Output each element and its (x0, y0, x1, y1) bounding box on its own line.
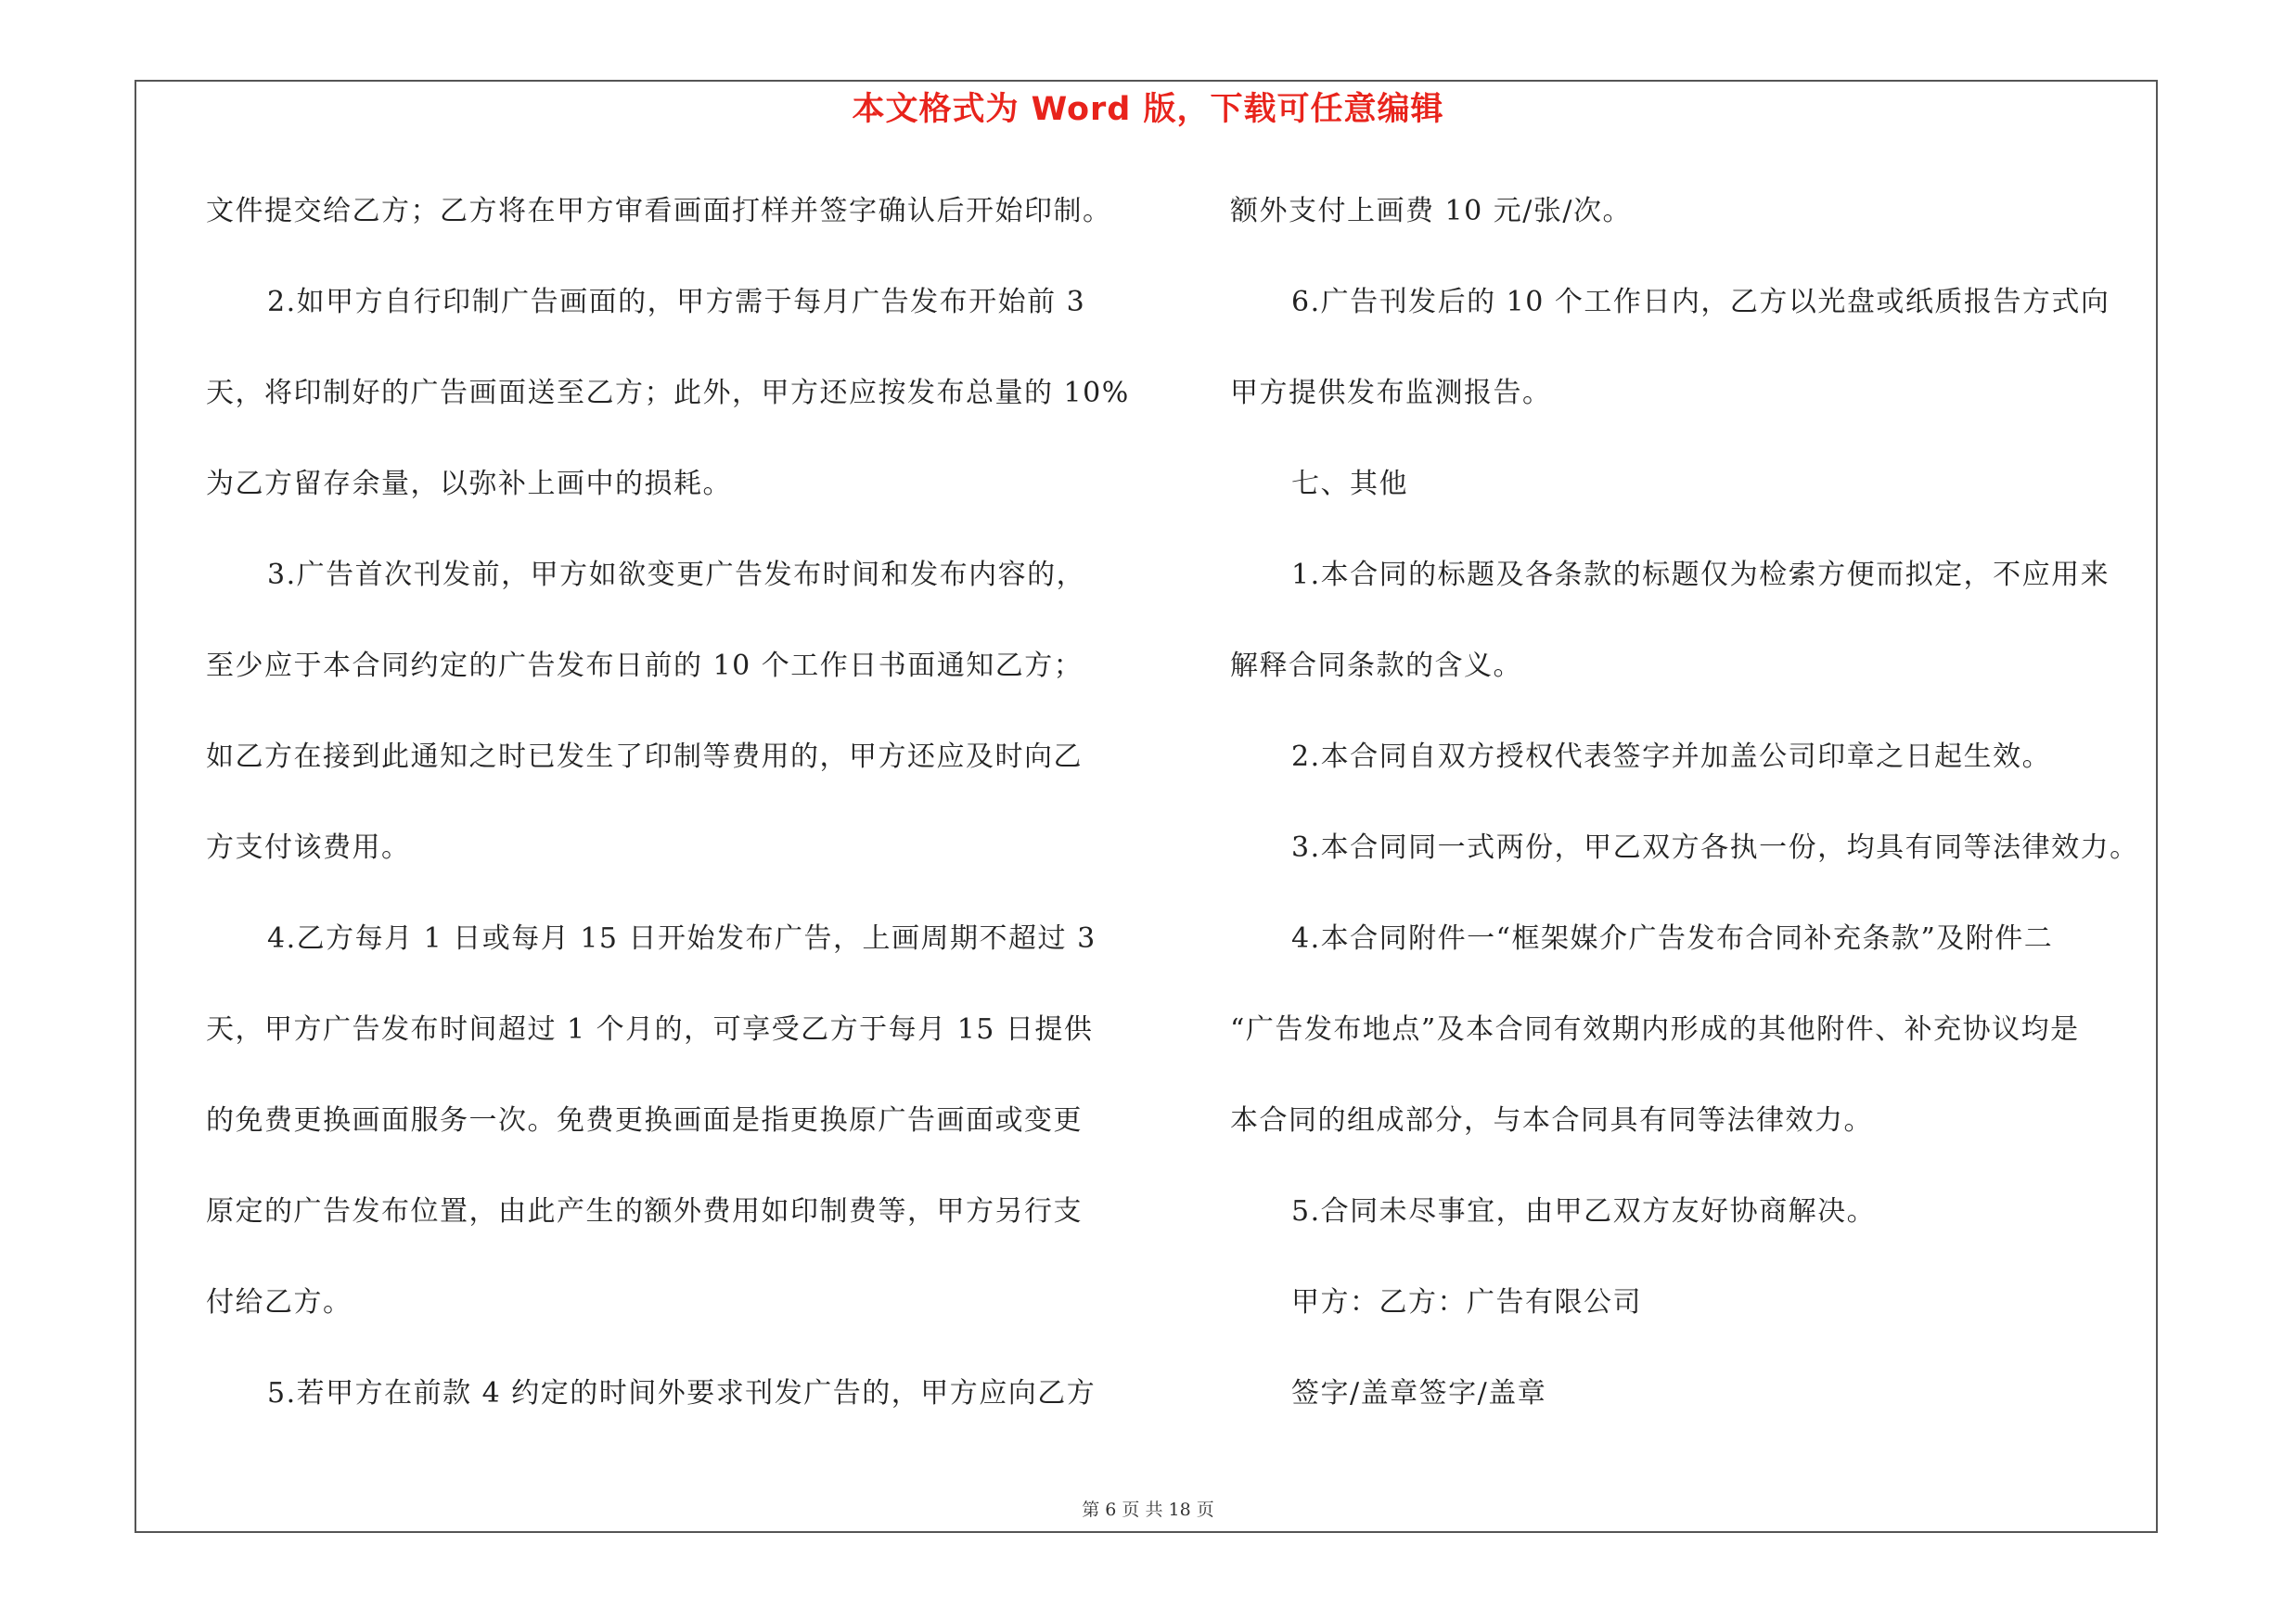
paragraph-line: 6.广告刊发后的 10 个工作日内，乙方以光盘或纸质报告方式向 (1291, 286, 2110, 318)
paragraph-line: 3.广告首次刊发前，甲方如欲变更广告发布时间和发布内容的， (267, 559, 1086, 591)
paragraph-line: 4.本合同附件一“框架媒介广告发布合同补充条款”及附件二 (1291, 922, 2054, 955)
signature-parties: 甲方：乙方：广告有限公司 (1291, 1286, 1642, 1319)
paragraph-line: 2.如甲方自行印制广告画面的，甲方需于每月广告发布开始前 3 (267, 286, 1086, 318)
paragraph-line: 天，将印制好的广告画面送至乙方；此外，甲方还应按发布总量的 10% (206, 377, 1130, 409)
paragraph-line: 的免费更换画面服务一次。免费更换画面是指更换原广告画面或变更 (206, 1104, 1083, 1137)
paragraph-line: 为乙方留存余量，以弥补上画中的损耗。 (206, 468, 732, 500)
signature-stamp-line: 签字/盖章签字/盖章 (1291, 1377, 1547, 1410)
paragraph-line: 本合同的组成部分，与本合同具有同等法律效力。 (1230, 1104, 1873, 1137)
paragraph-line: 5.若甲方在前款 4 约定的时间外要求刊发广告的，甲方应向乙方 (267, 1377, 1097, 1410)
left-text-column (206, 184, 1171, 1457)
paragraph-line: 付给乙方。 (206, 1286, 353, 1319)
paragraph-line: 额外支付上画费 10 元/张/次。 (1230, 195, 1632, 227)
paragraph-line: 如乙方在接到此通知之时已发生了印制等费用的，甲方还应及时向乙 (206, 741, 1083, 773)
editable-format-banner: 本文格式为 Word 版，下载可任意编辑 (852, 91, 1444, 128)
paragraph-line: 至少应于本合同约定的广告发布日前的 10 个工作日书面通知乙方； (206, 650, 1084, 682)
paragraph-line: 4.乙方每月 1 日或每月 15 日开始发布广告，上画周期不超过 3 (267, 922, 1097, 955)
paragraph-line: 5.合同未尽事宜，由甲乙双方友好协商解决。 (1291, 1195, 1877, 1228)
paragraph-line: 方支付该费用。 (206, 831, 411, 864)
paragraph-line: 2.本合同自双方授权代表签字并加盖公司印章之日起生效。 (1291, 741, 2052, 773)
paragraph-line: 3.本合同同一式两份，甲乙双方各执一份，均具有同等法律效力。 (1291, 831, 2139, 864)
paragraph-line: 甲方提供发布监测报告。 (1230, 377, 1552, 409)
paragraph-line: 天，甲方广告发布时间超过 1 个月的，可享受乙方于每月 15 日提供 (206, 1013, 1094, 1046)
section-heading: 七、其他 (1291, 468, 1408, 500)
paragraph-line: 原定的广告发布位置，由此产生的额外费用如印制费等，甲方另行支 (206, 1195, 1083, 1228)
page-number: 第 6 页 共 18 页 (1082, 1500, 1214, 1520)
right-text-column (1230, 184, 2158, 1457)
paragraph-line: 文件提交给乙方；乙方将在甲方审看画面打样并签字确认后开始印制。 (206, 195, 1112, 227)
paragraph-line: 解释合同条款的含义。 (1230, 650, 1522, 682)
paragraph-line: “广告发布地点”及本合同有效期内形成的其他附件、补充协议均是 (1230, 1013, 2080, 1046)
paragraph-line: 1.本合同的标题及各条款的标题仅为检索方便而拟定，不应用来 (1291, 559, 2110, 591)
